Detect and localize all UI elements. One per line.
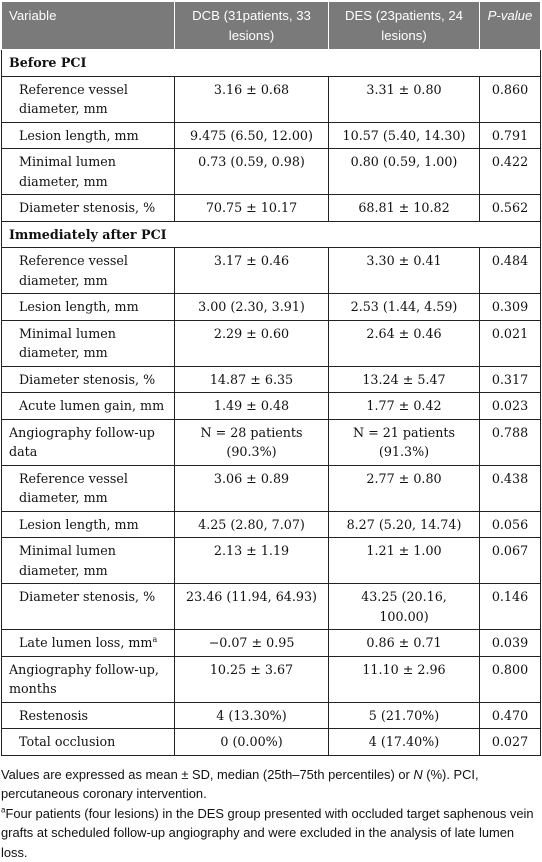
row-variable-label: Reference vessel diameter, mm [19, 253, 128, 288]
cell-dcb: 14.87 ± 6.35 [175, 366, 329, 393]
section-row [2, 50, 541, 77]
cell-p-value: 0.788 [480, 419, 541, 465]
footnote-1-n: N [413, 767, 422, 782]
row-variable-label: Lesion length, mm [19, 128, 139, 143]
table-row [2, 393, 541, 420]
cell-dcb: 70.75 ± 10.17 [175, 195, 329, 222]
row-variable [2, 419, 175, 465]
cell-p-value: 0.860 [480, 76, 541, 122]
table-row [2, 294, 541, 321]
footnote-a-text: Four patients (four lesions) in the DES group presented with occluded target saphenous vein grafts at scheduled follow-up angiography and were excluded in the analysis of late lumen loss. [1, 806, 534, 860]
row-variable-label: Reference vessel diameter, mm [19, 471, 128, 506]
row-variable-label: Angiography follow-up data [9, 425, 155, 460]
footnote-ref: a [152, 635, 157, 644]
cell-des: 0.86 ± 0.71 [329, 630, 480, 657]
cell-des: 1.77 ± 0.42 [329, 393, 480, 420]
row-variable [2, 320, 175, 366]
cell-p-value: 0.023 [480, 393, 541, 420]
footnote-a-marker: a [1, 805, 5, 814]
cell-des: 3.30 ± 0.41 [329, 248, 480, 294]
section-heading: Immediately after PCI [2, 221, 541, 248]
row-variable-label: Diameter stenosis, % [19, 200, 155, 215]
table-container [1, 1, 540, 862]
row-variable-label: Lesion length, mm [19, 299, 139, 314]
cell-p-value: 0.438 [480, 465, 541, 511]
row-variable [2, 195, 175, 222]
cell-p-value: 0.791 [480, 122, 541, 149]
footnote-1-start: Values are expressed as mean ± SD, median (25th–75th percentiles) or [1, 767, 413, 782]
row-variable-label: Diameter stenosis, % [19, 589, 155, 604]
row-variable [2, 465, 175, 511]
cell-des: 43.25 (20.16, 100.00) [329, 584, 480, 630]
section-row [2, 221, 541, 248]
cell-des: N = 21 patients (91.3%) [329, 419, 480, 465]
results-table [1, 1, 541, 756]
cell-p-value: 0.027 [480, 729, 541, 756]
row-variable-label: Total occlusion [19, 734, 115, 749]
table-row [2, 122, 541, 149]
cell-dcb: 3.00 (2.30, 3.91) [175, 294, 329, 321]
row-variable [2, 294, 175, 321]
row-variable [2, 393, 175, 420]
cell-p-value: 0.309 [480, 294, 541, 321]
section-heading: Before PCI [2, 50, 541, 77]
cell-des: 2.64 ± 0.46 [329, 320, 480, 366]
table-row [2, 366, 541, 393]
table-row [2, 320, 541, 366]
cell-dcb: 3.17 ± 0.46 [175, 248, 329, 294]
cell-dcb: 2.29 ± 0.60 [175, 320, 329, 366]
row-variable [2, 729, 175, 756]
header-p-value-text: P-value [488, 8, 533, 23]
cell-p-value: 0.021 [480, 320, 541, 366]
row-variable-label: Diameter stenosis, % [19, 372, 155, 387]
cell-des: 13.24 ± 5.47 [329, 366, 480, 393]
cell-des: 0.80 (0.59, 1.00) [329, 149, 480, 195]
cell-des: 4 (17.40%) [329, 729, 480, 756]
table-row [2, 630, 541, 657]
cell-p-value: 0.039 [480, 630, 541, 657]
cell-dcb: N = 28 patients (90.3%) [175, 419, 329, 465]
cell-dcb: 23.46 (11.94, 64.93) [175, 584, 329, 630]
header-p-value [480, 2, 541, 50]
footnote-1-end: (%). PCI, percutaneous coronary intervention. [1, 767, 479, 802]
cell-p-value: 0.067 [480, 538, 541, 584]
row-variable [2, 630, 175, 657]
header-dcb: DCB (31patients, 33 lesions) [175, 2, 329, 50]
table-row [2, 419, 541, 465]
cell-p-value: 0.317 [480, 366, 541, 393]
cell-dcb: 1.49 ± 0.48 [175, 393, 329, 420]
cell-des: 5 (21.70%) [329, 702, 480, 729]
cell-des: 68.81 ± 10.82 [329, 195, 480, 222]
row-variable-label: Lesion length, mm [19, 517, 139, 532]
cell-dcb: 2.13 ± 1.19 [175, 538, 329, 584]
row-variable-label: Angiography follow-up, months [9, 662, 159, 697]
row-variable-label: Minimal lumen diameter, mm [19, 326, 116, 361]
table-row [2, 729, 541, 756]
cell-des: 10.57 (5.40, 14.30) [329, 122, 480, 149]
cell-des: 3.31 ± 0.80 [329, 76, 480, 122]
row-variable-label: Reference vessel diameter, mm [19, 82, 128, 117]
row-variable [2, 584, 175, 630]
cell-des: 8.27 (5.20, 14.74) [329, 511, 480, 538]
cell-dcb: 4 (13.30%) [175, 702, 329, 729]
footnote-a [1, 804, 538, 862]
cell-dcb: 10.25 ± 3.67 [175, 656, 329, 702]
table-row [2, 195, 541, 222]
row-variable [2, 656, 175, 702]
header-row [2, 2, 541, 50]
header-variable: Variable [2, 2, 175, 50]
table-row [2, 248, 541, 294]
cell-dcb: 4.25 (2.80, 7.07) [175, 511, 329, 538]
row-variable [2, 149, 175, 195]
row-variable-label: Restenosis [19, 708, 88, 723]
table-row [2, 656, 541, 702]
header-des: DES (23patients, 24 lesions) [329, 2, 480, 50]
row-variable-label: Minimal lumen diameter, mm [19, 543, 116, 578]
row-variable [2, 122, 175, 149]
table-row [2, 149, 541, 195]
table-row [2, 511, 541, 538]
cell-p-value: 0.484 [480, 248, 541, 294]
row-variable-label: Minimal lumen diameter, mm [19, 154, 116, 189]
cell-p-value: 0.470 [480, 702, 541, 729]
table-row [2, 76, 541, 122]
cell-dcb: 3.16 ± 0.68 [175, 76, 329, 122]
table-row [2, 538, 541, 584]
cell-dcb: 3.06 ± 0.89 [175, 465, 329, 511]
table-row [2, 584, 541, 630]
cell-des: 2.53 (1.44, 4.59) [329, 294, 480, 321]
cell-dcb: 9.475 (6.50, 12.00) [175, 122, 329, 149]
table-body [2, 50, 541, 756]
footnote-abbreviations [1, 765, 538, 804]
row-variable-label: Late lumen loss, mm [19, 635, 152, 650]
row-variable-label: Acute lumen gain, mm [19, 398, 164, 413]
cell-dcb: −0.07 ± 0.95 [175, 630, 329, 657]
table-row [2, 465, 541, 511]
row-variable [2, 366, 175, 393]
cell-p-value: 0.422 [480, 149, 541, 195]
row-variable [2, 702, 175, 729]
cell-des: 2.77 ± 0.80 [329, 465, 480, 511]
cell-dcb: 0 (0.00%) [175, 729, 329, 756]
row-variable [2, 538, 175, 584]
row-variable [2, 511, 175, 538]
table-row [2, 702, 541, 729]
row-variable [2, 76, 175, 122]
cell-des: 11.10 ± 2.96 [329, 656, 480, 702]
footnotes [1, 765, 540, 862]
cell-p-value: 0.562 [480, 195, 541, 222]
cell-p-value: 0.146 [480, 584, 541, 630]
cell-des: 1.21 ± 1.00 [329, 538, 480, 584]
cell-p-value: 0.800 [480, 656, 541, 702]
row-variable [2, 248, 175, 294]
cell-dcb: 0.73 (0.59, 0.98) [175, 149, 329, 195]
cell-p-value: 0.056 [480, 511, 541, 538]
